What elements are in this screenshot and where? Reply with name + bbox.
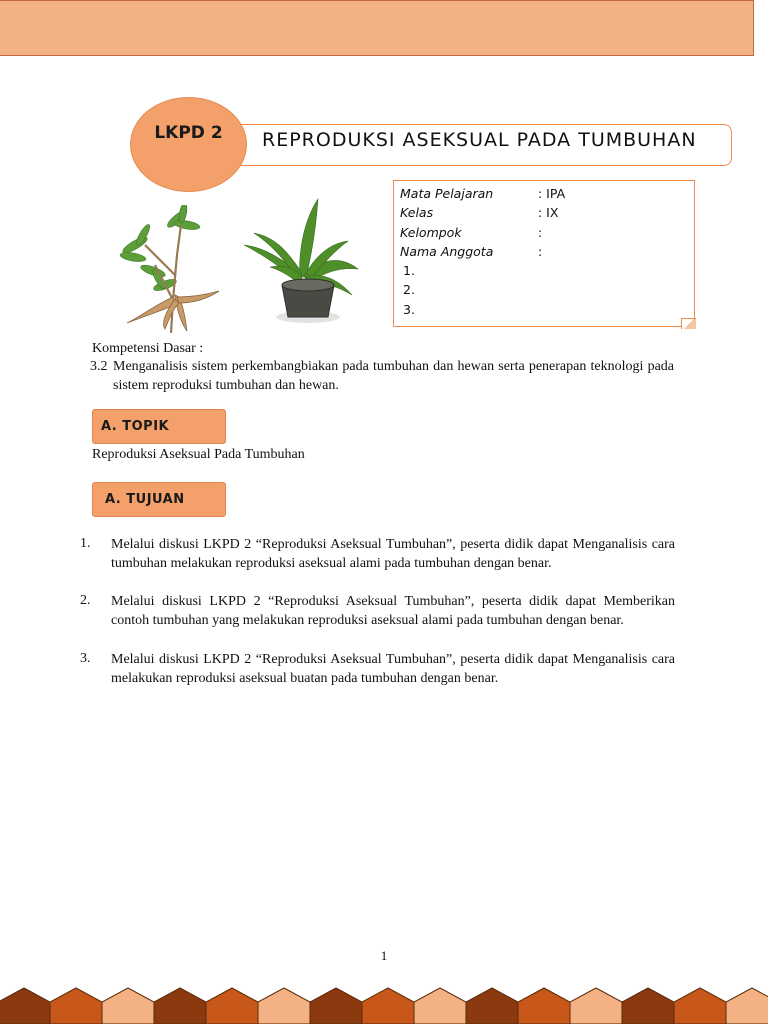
footer-house-shape [414,988,466,1024]
section-topik-label: A. TOPIK [92,409,226,444]
member-line-1[interactable]: 1. [403,263,415,278]
section-tujuan-label: A. TUJUAN [92,482,226,517]
member-line-2[interactable]: 2. [403,282,415,297]
info-value-subject: : IPA [538,186,566,201]
topik-text: Reproduksi Aseksual Pada Tumbuhan [92,447,305,462]
footer-house-shape [206,988,258,1024]
tujuan-number-1: 1. [80,536,91,551]
page-number: 1 [380,948,388,963]
footer-house-shape [726,988,768,1024]
tujuan-number-3: 3. [80,651,91,666]
footer-house-border [0,986,768,1024]
footer-house-shape [518,988,570,1024]
footer-house-shape [102,988,154,1024]
kompetensi-text: Menganalisis sistem perkembangbiakan pada tumbuhan dan hewan serta penerapan teknologi pada sistem reproduksi tumbuhan dan hewan. [113,359,674,393]
info-label-class: Kelas [400,205,434,220]
footer-house-shape [310,988,362,1024]
info-value-group[interactable]: : [538,225,543,240]
tujuan-number-2: 2. [80,593,91,608]
document-title: REPRODUKSI ASEKSUAL PADA TUMBUHAN [262,129,697,151]
footer-house-shape [154,988,206,1024]
footer-house-shape [0,988,50,1024]
info-label-group: Kelompok [400,225,462,240]
footer-house-shape [622,988,674,1024]
tujuan-item-3: Melalui diskusi LKPD 2 “Reproduksi Aseksual Tumbuhan”, peserta didik dapat Menganalisis cara melakukan reproduksi aseksual buatan pada tumbuhan dengan benar. [111,652,675,686]
info-label-subject: Mata Pelajaran [400,186,494,201]
info-value-members[interactable]: : [538,244,543,259]
info-value-class: : IX [538,205,559,220]
top-header-bar [0,0,754,56]
footer-house-shape [674,988,726,1024]
footer-house-shape [50,988,102,1024]
tujuan-item-2: Melalui diskusi LKPD 2 “Reproduksi Aseksual Tumbuhan”, peserta didik dapat Memberikan contoh tumbuhan yang melakukan reproduksi aseksual alami pada tumbuhan dengan benar. [111,594,675,628]
page-curl-decoration [681,318,696,329]
member-line-3[interactable]: 3. [403,302,415,317]
tujuan-item-1: Melalui diskusi LKPD 2 “Reproduksi Aseksual Tumbuhan”, peserta didik dapat Menganalisis cara tumbuhan melakukan reproduksi aseksual alami pada tumbuhan dengan benar. [111,537,675,571]
kompetensi-heading: Kompetensi Dasar : [92,341,204,356]
cassava-plant-image [115,205,225,333]
info-label-members: Nama Anggota [400,244,494,259]
potted-plant-image [240,197,365,325]
lkpd-label: LKPD 2 [154,123,223,143]
lkpd-badge [130,97,247,192]
kompetensi-number: 3.2 [90,359,108,374]
footer-house-shape [570,988,622,1024]
footer-house-shape [258,988,310,1024]
footer-house-shape [466,988,518,1024]
footer-house-shape [362,988,414,1024]
